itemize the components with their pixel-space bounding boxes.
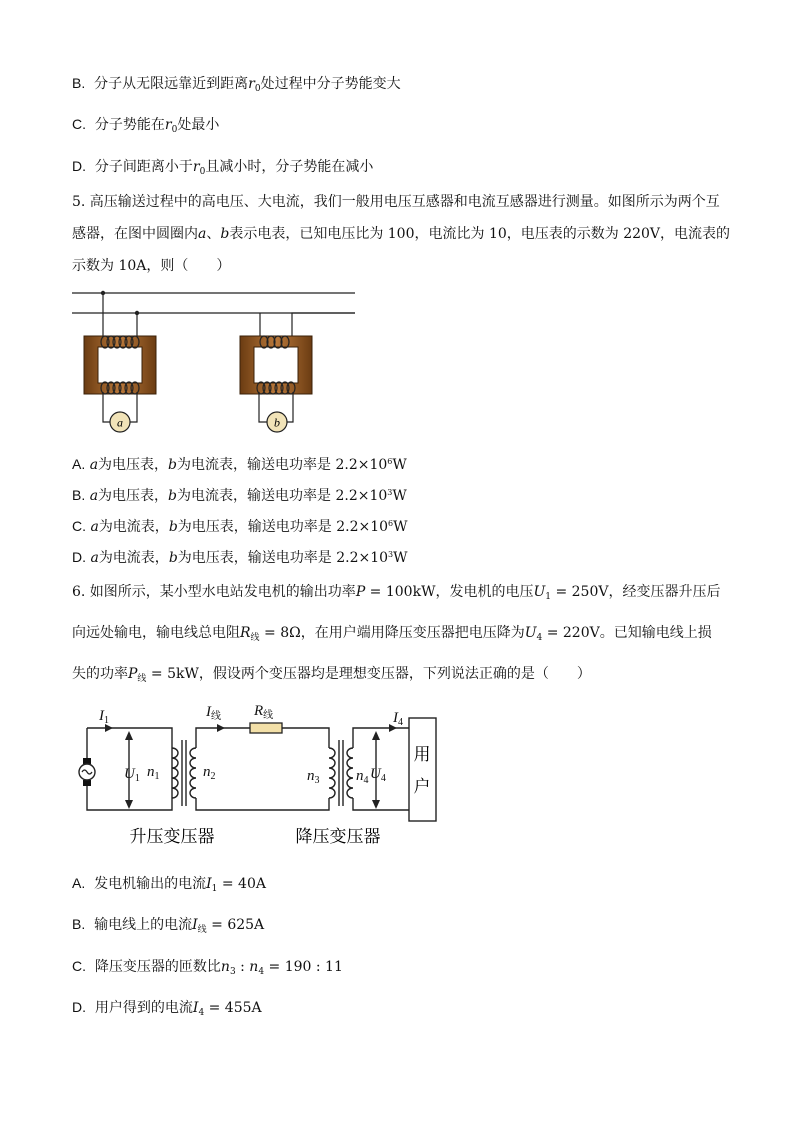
- svg-text:n1: $n_1$: [147, 764, 160, 782]
- q5-stem-line-3: 示数为 10A，则（ ）: [72, 258, 231, 274]
- q5-stem-line-1: 5. 高压输送过程中的高电压、大电流，我们一般用电压互感器和电流互感器进行测量。如图所示为两个互: [72, 194, 720, 210]
- q4-option-b: B. 分子从无限远靠近到距离$r_0$处过程中分子势能变大: [72, 75, 401, 94]
- svg-text:n3: $n_3$: [307, 768, 320, 786]
- q6-option-d: D. 用户得到的电流$I_4 = 455A$: [72, 999, 262, 1018]
- q5-option-b: B. a为电压表，b为电流表，输送电功率是 $2.2\times 10^3W$: [72, 487, 407, 504]
- svg-text:n4: $n_4$: [356, 768, 369, 786]
- step-down-label: 降压变压器: [295, 827, 381, 846]
- svg-text:a: a: [117, 415, 123, 430]
- meter-b: [267, 412, 287, 432]
- svg-text:I1: $I_1$: [99, 708, 109, 726]
- q6-stem-line-3: 失的功率$P_线 = 5kW$，假设两个变压器均是理想变压器，下列说法正确的是（ ）: [72, 666, 591, 684]
- q5-option-d: D. a为电流表，b为电压表，输送电功率是 $2.2\times 10^3W$: [72, 549, 408, 566]
- q6-stem-line-2: 向远处输电，输电线总电阻$R_线 = 8\Omega$，在用户端用降压变压器把电压降为$U_4 = 220V$。已知输电线上损: [72, 625, 712, 643]
- svg-text:I线: $I_线$: [206, 704, 221, 722]
- q6-option-a: A. 发电机输出的电流$I_1 = 40A$: [72, 875, 266, 894]
- svg-text:I4: $I_4$: [393, 710, 403, 728]
- q5-option-a: A. a为电压表，b为电流表，输送电功率是 $2.2\times 10^6W$: [72, 456, 407, 473]
- line-resistor: [250, 723, 282, 733]
- q4-option-c: C. 分子势能在$r_0$处最小: [72, 116, 220, 135]
- coil-n4: [347, 748, 353, 798]
- current-transformer: [240, 313, 355, 422]
- svg-text:R线: $R_线$: [254, 703, 274, 721]
- step-up-label: 升压变压器: [129, 827, 215, 846]
- svg-text:U1: $U_1$: [124, 766, 140, 784]
- generator-icon: [79, 758, 95, 786]
- q5-option-c: C. a为电流表，b为电压表，输送电功率是 $2.2\times 10^6W$: [72, 518, 408, 535]
- svg-text:U4: $U_4$: [370, 766, 386, 784]
- svg-text:用: 用: [413, 745, 431, 764]
- user-box: [409, 718, 436, 821]
- coil-n1: [172, 748, 178, 798]
- q6-stem-line-1: 6. 如图所示，某小型水电站发电机的输出功率P = 100kW，发电机的电压$U_1 = 250V$，经变压器升压后: [72, 584, 721, 602]
- svg-text:户: 户: [413, 777, 431, 796]
- q5-transformer-figure: [60, 282, 370, 442]
- coil-n2: [190, 748, 196, 798]
- voltage-transformer: [84, 336, 156, 422]
- q4-option-d: D. 分子间距离小于$r_0$且减小时，分子势能在减小: [72, 158, 374, 177]
- svg-text:b: b: [274, 415, 280, 430]
- coil-n3: [329, 748, 335, 798]
- meter-a: [110, 412, 130, 432]
- q6-option-b: B. 输电线上的电流$I_线 = 625A$: [72, 916, 265, 935]
- svg-text:n2: $n_2$: [203, 764, 216, 782]
- q5-stem-line-2: 感器，在图中圆圈内a、b表示电表，已知电压比为 100，电流比为 10，电压表的示数为 220V，电流表的: [72, 226, 731, 242]
- q6-option-c: C. 降压变压器的匝数比$n_3$ : $n_4 = 190$ : 11: [72, 958, 343, 977]
- q6-circuit-figure: [72, 700, 444, 850]
